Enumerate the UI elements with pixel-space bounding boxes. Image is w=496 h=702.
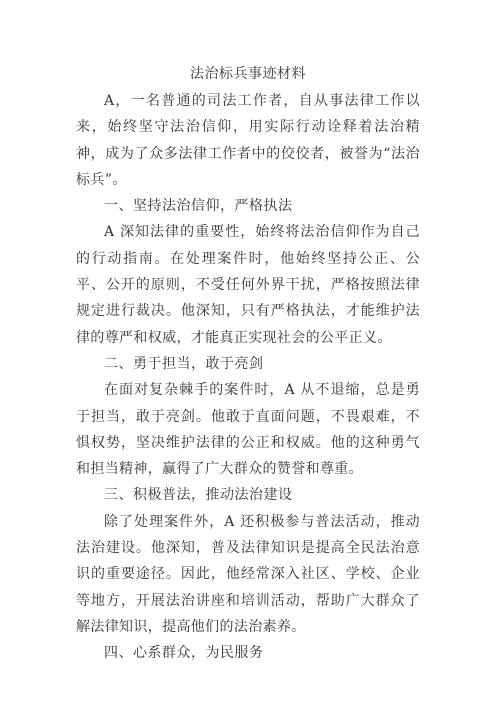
section-heading-2: 二、勇于担当，敢于亮剑	[104, 355, 264, 372]
section-body-1: A 深知法律的重要性，始终将法治信仰作为自己的行动指南。在处理案件时，他始终坚持公正、公平、公开的原则，不受任何外界干扰，严格按照法律规定进行裁决。他深知，只有严格执法，才能维护法律的尊严和权威，才能真正实现社会的公平正义。	[76, 224, 420, 346]
section-body-3: 除了处理案件外，A 还积极参与普法活动，推动法治建设。他深知，普及法律知识是提高全民法治意识的重要途径。因此，他经常深入社区、学校、企业等地方，开展法治讲座和培训活动，帮助广大群众了解法律知识，提高他们的法治素养。	[76, 513, 420, 635]
document-body	[76, 88, 420, 667]
section-body-2: 在面对复杂棘手的案件时，A 从不退缩，总是勇于担当，敢于亮剑。他敢于直面问题，不畏艰难，不惧权势，坚决维护法律的公正和权威。他的这种勇气和担当精神，赢得了广大群众的赞誉和尊重。	[76, 382, 420, 478]
section-heading-4: 四、心系群众，为民服务	[104, 645, 264, 662]
intro-paragraph: A，一名普通的司法工作者，自从事法律工作以来，始终坚守法治信仰，用实际行动诠释着法治精神，成为了众多法律工作者中的佼佼者，被誉为“法治标兵”。	[76, 93, 420, 188]
section-heading-1: 一、坚持法治信仰，严格执法	[104, 198, 293, 215]
document-title: 法治标兵事迹材料	[190, 66, 306, 82]
section-heading-3: 三、积极普法，推动法治建设	[104, 487, 293, 504]
